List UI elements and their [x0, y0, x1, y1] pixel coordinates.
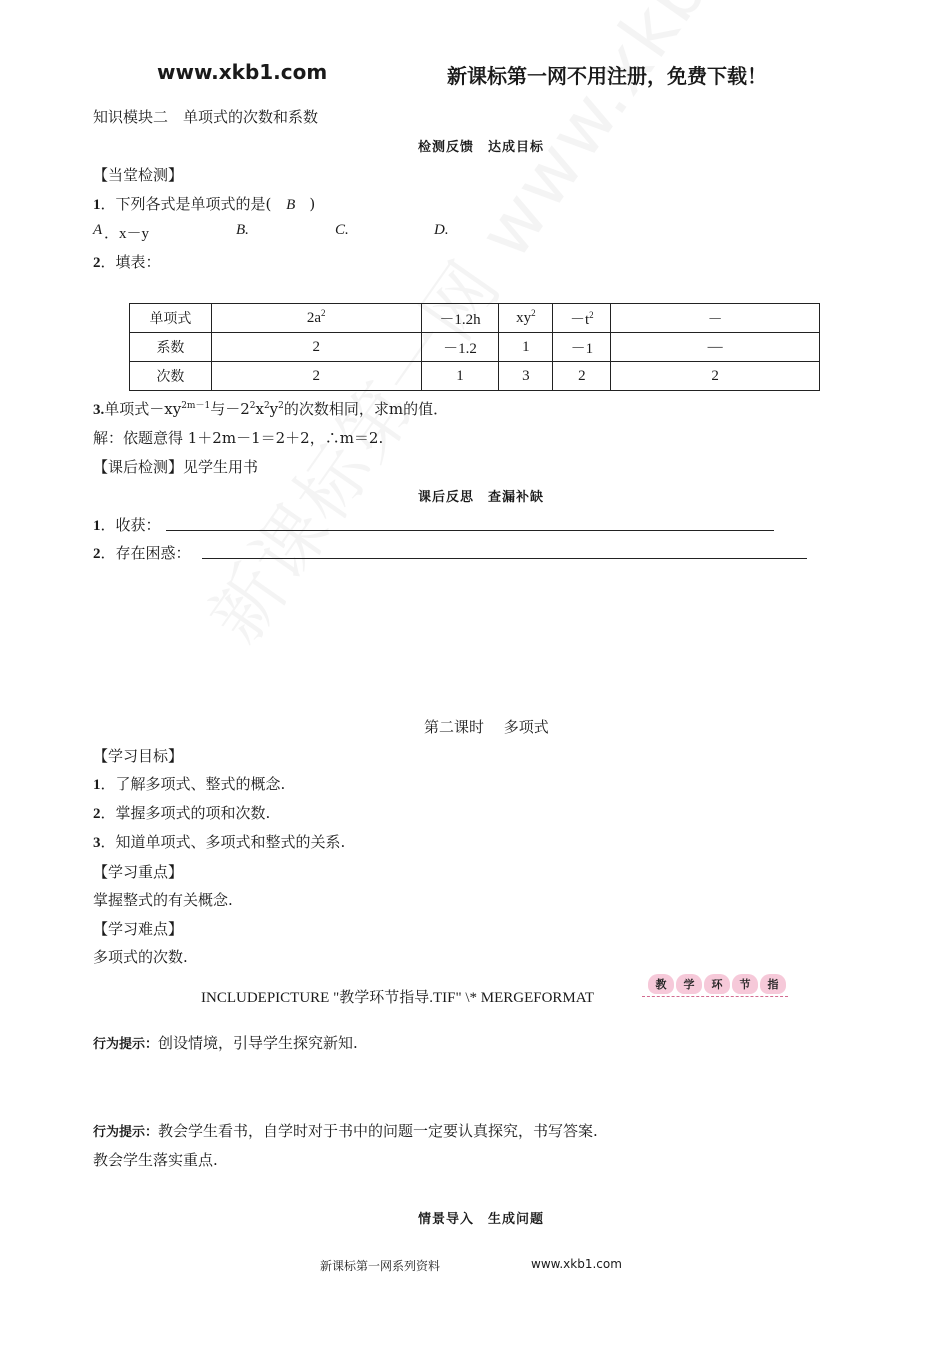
table-cell: 2	[611, 362, 820, 391]
reflection-heading: 课后反思 查漏补缺	[418, 490, 545, 505]
goal-item: 1．了解多项式、整式的概念.	[93, 775, 286, 793]
difficulty-heading: 【学习难点】	[93, 920, 184, 938]
option-a-label: A	[93, 222, 103, 238]
after-class-text: 见学生用书	[183, 458, 259, 476]
key-text: 掌握整式的有关概念.	[93, 891, 233, 909]
hint-text: 教会学生看书，自学时对于书中的问题一定要认真探究，书写答案.	[158, 1122, 598, 1140]
teaching-guide-badge	[642, 973, 790, 999]
table-row	[130, 362, 820, 391]
q2-text: ．填表：	[100, 253, 161, 271]
q1-number: 1	[93, 197, 101, 213]
badge-char: 节	[732, 974, 758, 994]
module-title: 知识模块二 单项式的次数和系数	[93, 108, 319, 126]
monomial-table	[129, 303, 820, 391]
scene-heading: 情景导入 生成问题	[418, 1212, 545, 1227]
table-cell: 1	[499, 333, 553, 362]
hint-text: 创设情境，引导学生探究新知.	[158, 1034, 358, 1052]
table-row	[130, 333, 820, 362]
table-cell: 3	[499, 362, 553, 391]
table-cell: $-t^2$	[553, 304, 611, 333]
header-site[interactable]: www.xkb1.com	[157, 60, 328, 84]
difficulty-text: 多项式的次数.	[93, 948, 188, 966]
table-cell: 1	[421, 362, 499, 391]
badge-char: 教	[648, 974, 674, 994]
row-header-degree: 次数	[130, 362, 212, 391]
class-test-heading: 【当堂检测】	[93, 166, 184, 184]
includepicture-field: INCLUDEPICTURE "教学环节指导.TIF" \* MERGEFORMAT	[201, 990, 595, 1006]
goals-heading: 【学习目标】	[93, 747, 184, 765]
goal-item: 2．掌握多项式的项和次数.	[93, 804, 271, 822]
table-cell: $xy^2$	[499, 304, 553, 333]
after-class-heading: 【课后检测】	[93, 458, 184, 476]
q2-number: 2	[93, 255, 101, 271]
after-class	[93, 456, 258, 477]
row-header-coefficient: 系数	[130, 333, 212, 362]
footer-left: 新课标第一网系列资料	[320, 1259, 441, 1273]
gains-answer-line[interactable]	[166, 530, 774, 531]
hint-2	[93, 1120, 598, 1141]
table-cell: －1.2	[421, 333, 499, 362]
badge-divider	[642, 996, 788, 997]
question-2	[93, 251, 161, 272]
badge-char: 学	[676, 974, 702, 994]
option-c: C.	[335, 222, 349, 238]
solution: 解：依题意得 1＋2m－1＝2＋2，∴m＝2.	[93, 429, 384, 447]
footer-link[interactable]: www.xkb1.com	[531, 1257, 622, 1271]
question-1	[93, 193, 315, 214]
hint-label: 行为提示：	[93, 1125, 159, 1140]
option-b: B.	[236, 222, 249, 238]
table-cell: 2	[553, 362, 611, 391]
doubts-label: 2．存在困惑：	[93, 544, 191, 562]
lesson-title: 第二课时 多项式	[424, 718, 549, 736]
option-d: D.	[434, 222, 449, 238]
q1-text: ．下列各式是单项式的是(	[100, 195, 272, 213]
feedback-heading: 检测反馈 达成目标	[418, 140, 545, 155]
row-header-monomial: 单项式	[130, 304, 212, 333]
key-heading: 【学习重点】	[93, 863, 184, 881]
hint-label: 行为提示：	[93, 1037, 159, 1052]
badge-char: 指	[760, 974, 786, 994]
goal-item: 3．知道单项式、多项式和整式的关系.	[93, 833, 346, 851]
question-3: 3.单项式$-xy^{2m-1}$与$-2^2x^2y^2$的次数相同，求m的值．	[93, 400, 449, 418]
option-a-text: ．x－y	[104, 226, 150, 242]
doubts-answer-line[interactable]	[202, 558, 807, 559]
table-cell: —	[611, 333, 820, 362]
hint-2-line2: 教会学生落实重点.	[93, 1151, 218, 1169]
table-cell: －1.2h	[421, 304, 499, 333]
table-cell: 2	[211, 362, 421, 391]
q1-answer: B	[286, 197, 296, 213]
badge-char: 环	[704, 974, 730, 994]
header-slogan: 新课标第一网不用注册，免费下载！	[447, 64, 767, 88]
q1-close: )	[309, 195, 316, 213]
table-cell: －	[611, 304, 820, 333]
table-row	[130, 304, 820, 333]
gains-label: 1．收获：	[93, 516, 161, 534]
table-cell: －1	[553, 333, 611, 362]
table-cell: $2a^2$	[211, 304, 421, 333]
hint-1	[93, 1032, 358, 1053]
table-cell: 2	[211, 333, 421, 362]
